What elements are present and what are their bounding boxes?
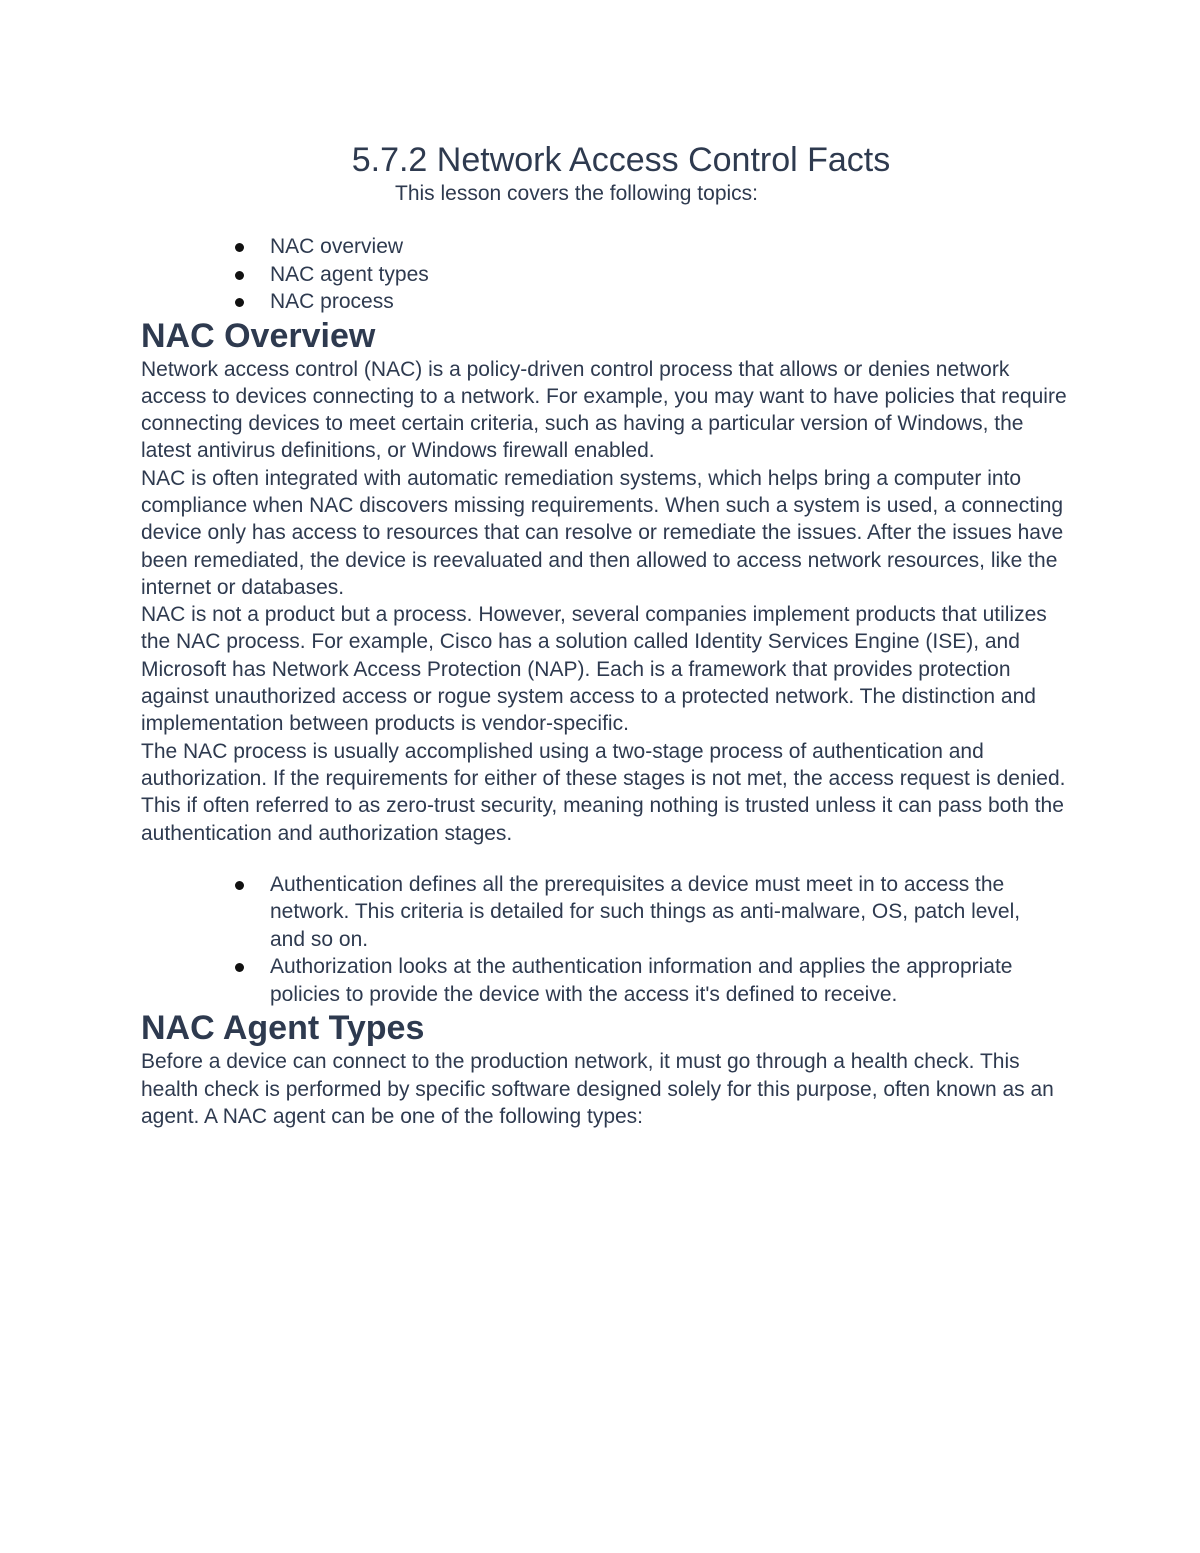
overview-paragraph: Network access control (NAC) is a policy-driven control process that allows or denies network access to devices connecting to a network. For example, you may want to have policies that require connecting devices to meet certain criteria, such as having a particular version of Windows, the latest antivirus definitions, or Windows firewall enabled. [141,357,1067,463]
overview-paragraph: NAC is not a product but a process. However, several companies implement products that utilizes the NAC process. For example, Cisco has a solution called Identity Services Engine (ISE), and Microsoft has Network Access Protection (NAP). Each is a framework that provides protection against unauthorized access or rogue system access to a protected network. The distinction and implementation between products is vendor-specific. [141,603,1047,736]
topics-list [141,233,1071,316]
section-heading-agent-types: NAC Agent Types [141,1009,425,1048]
overview-paragraph: The NAC process is usually accomplished using a two-stage process of authentication and authorization. If the requirements for either of these stages is not met, the access request is denied. This if often referred to as zero-trust security, meaning nothing is trusted unless it can pass both the authentication and authorization stages. [141,739,1066,845]
topic-item: NAC overview [141,233,1071,261]
bullet-item: Authentication defines all the prerequisites a device must meet in to access the network. This criteria is detailed for such things as anti-malware, OS, patch level, and so on. [141,871,1071,954]
bullet-item: Authorization looks at the authentication information and applies the appropriate policies to provide the device with the access it's defined to receive. [141,953,1071,1008]
auth-bullets-list [141,871,1071,1009]
topic-item: NAC process [141,288,1071,316]
overview-paragraph: NAC is often integrated with automatic remediation systems, which helps bring a computer into compliance when NAC discovers missing requirements. When such a system is used, a connecting device only has access to resources that can resolve or remediate the issues. After the issues have been remediated, the device is reevaluated and then allowed to access network resources, like the internet or databases. [141,466,1064,599]
document-page [141,140,1071,1130]
page-subtitle: This lesson covers the following topics: [395,182,758,205]
agent-types-paragraph: Before a device can connect to the production network, it must go through a health check. This health check is performed by specific software designed solely for this purpose, often known as an agent. A NAC agent can be one of the following types: [141,1050,1054,1128]
page-title: 5.7.2 Network Access Control Facts [351,141,891,179]
topic-item: NAC agent types [141,261,1071,289]
section-heading-overview: NAC Overview [141,316,376,355]
